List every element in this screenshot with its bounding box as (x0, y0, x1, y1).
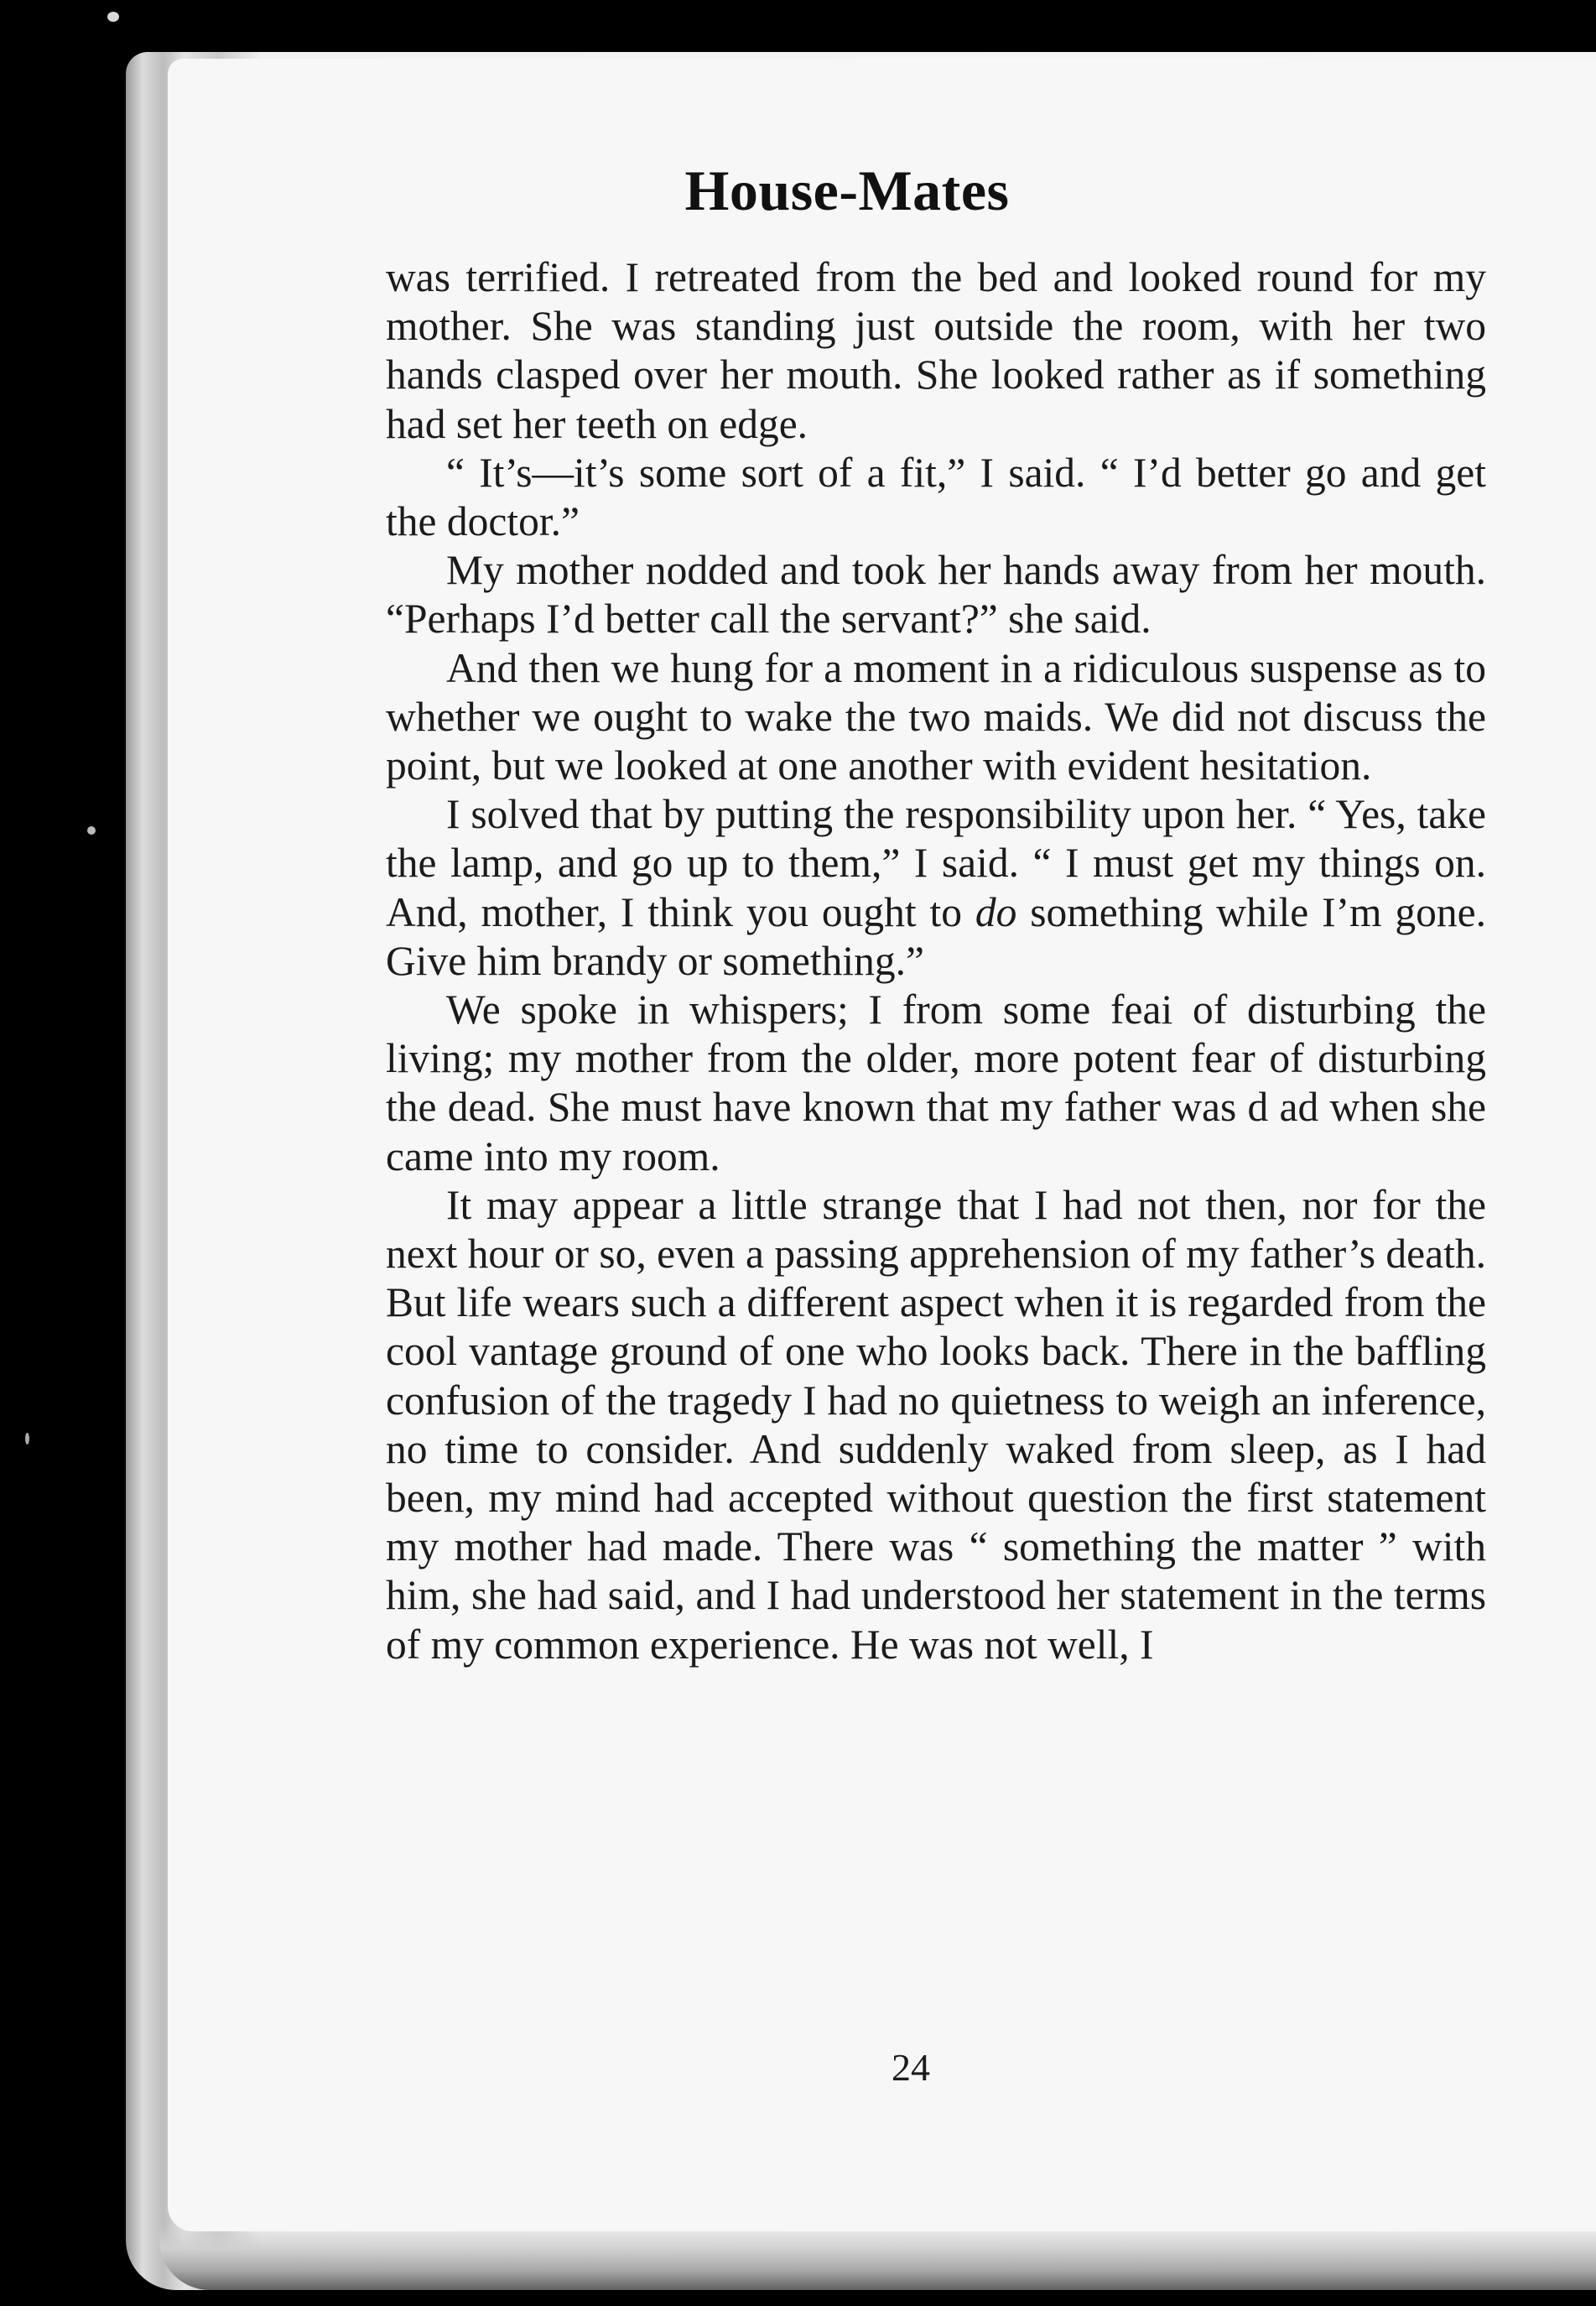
paragraph-text: something while I’m gone. Give him brandy or something.” (386, 888, 1486, 984)
paragraph: was terrified. I retreated from the bed and looked round for my mother. She was standing just outside the room, with her two hands clasped over her mouth. She looked rather as if something had set her teeth on edge. (386, 254, 1486, 447)
scan-speck (87, 826, 96, 835)
emphasized-word: do (975, 888, 1017, 935)
paragraph: It may appear a little strange that I had not then, nor for the next hour or so, even a passing apprehension of my father’s death. But life wears such a different aspect when it is regarded from the cool vantage ground of one who looks back. There in the baffling confusion of the tragedy I had no quietness to weigh an inference, no time to consider. And suddenly waked from sleep, as I had been, my mind had accepted without question the first statement my mother had made. There was “ something the matter ” with him, she had said, and I had understood her statement in the terms of my common experience. He was not well, I (386, 1181, 1486, 1668)
paragraph: My mother nodded and took her hands away from her mouth. “Perhaps I’d better call the servant?” she said. (386, 547, 1486, 643)
paragraph-text: I solved that by putting the responsibility upon her. “ Yes, take the lamp, and go up to them,” I said. “ I must get my things on. And, mother, I think you ought to (386, 791, 1486, 935)
paragraph (386, 790, 1486, 986)
book-page (168, 59, 1596, 2231)
scan-speck (107, 12, 119, 22)
body-text (386, 253, 1486, 1669)
scan-speck (25, 1433, 29, 1445)
running-head: House-Mates (684, 159, 1010, 222)
page-number: 24 (892, 2046, 930, 2089)
paragraph: And then we hung for a moment in a ridiculous suspense as to whether we ought to wake the two maids. We did not discuss the point, but we looked at one another with evident hesitation. (386, 644, 1486, 789)
paragraph: “ It’s—it’s some sort of a fit,” I said. “ I’d better go and get the doctor.” (386, 449, 1486, 545)
paragraph: We spoke in whispers; I from some feai of disturbing the living; my mother from the older, more potent fear of disturbing the dead. She must have known that my father was d ad when she came into my room. (386, 986, 1486, 1179)
